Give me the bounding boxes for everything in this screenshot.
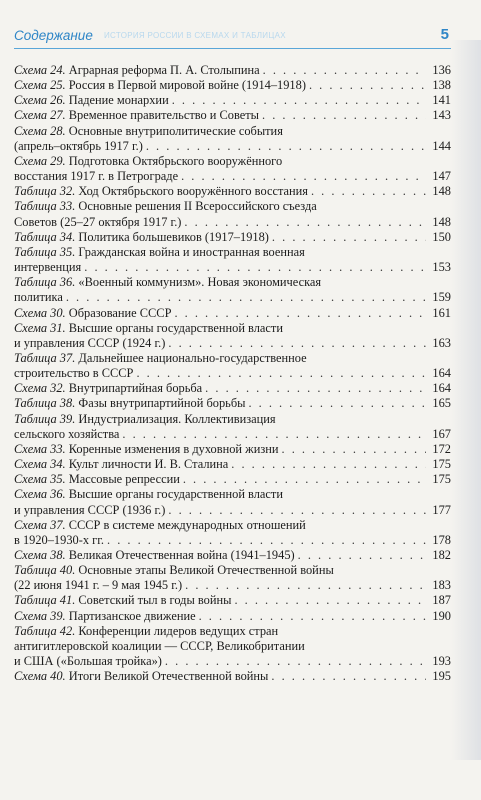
toc-entry-title: и управления СССР (1924 г.) [14, 335, 166, 350]
toc-entry[interactable] [14, 78, 451, 93]
toc-entry-line [14, 654, 451, 669]
toc-entry-text [14, 609, 196, 624]
toc-entry[interactable] [14, 472, 451, 487]
dot-leader [234, 593, 426, 608]
toc-entry-title: Падение монархии [68, 93, 169, 108]
toc-entry-title: политика [14, 290, 63, 305]
toc-entry-line [14, 63, 451, 78]
toc-entry-page: 182 [432, 548, 451, 562]
toc-entry-line [14, 139, 451, 154]
dot-leader [263, 63, 426, 78]
toc-entry-page: 175 [432, 472, 451, 487]
toc-entry-title: Индустриализация. Коллективизация [78, 411, 276, 426]
toc-entry-kind: Таблица 34. [14, 229, 76, 244]
toc-entry-text [14, 563, 334, 578]
toc-entry-text [14, 669, 268, 684]
toc-entry-text [14, 108, 259, 123]
toc-entry-kind: Схема 28. [14, 123, 66, 138]
toc-entry-line [14, 503, 451, 518]
toc-entry-text [14, 275, 321, 290]
toc-entry-kind: Схема 32. [14, 381, 66, 396]
toc-entry-kind: Схема 35. [14, 472, 66, 487]
toc-entry[interactable] [14, 548, 451, 563]
toc-entry-line [14, 457, 451, 472]
toc-entry[interactable] [14, 457, 451, 472]
toc-entry-title: «Военный коммунизм». Новая экономическая [78, 275, 322, 290]
toc-entry-kind: Схема 38. [14, 548, 66, 562]
dot-leader [122, 427, 426, 442]
toc-entry[interactable] [14, 412, 451, 442]
toc-entry-title: Россия в Первой мировой войне (1914–1918) [68, 78, 306, 93]
toc-entry-title: Основные решения II Всероссийского съезда [78, 199, 317, 214]
toc-entry-line [14, 215, 451, 230]
toc-entry-page: 163 [432, 335, 451, 350]
toc-entry-line [14, 518, 451, 533]
toc-entry-text [14, 124, 283, 139]
toc-entry-title: Высшие органы государственной власти [68, 487, 283, 502]
toc-entry-kind: Таблица 37. [14, 350, 76, 365]
toc-entry-page: 167 [432, 426, 451, 441]
toc-entry-text [14, 290, 63, 305]
toc-entry-page: 195 [432, 669, 451, 684]
toc-entry-text [14, 230, 269, 245]
toc-entry-title: антигитлеровской коалиции — СССР, Великобритании [14, 638, 305, 653]
toc-entry-kind: Таблица 39. [14, 411, 76, 426]
dot-leader [311, 184, 426, 199]
dot-leader [136, 366, 426, 381]
dot-leader [107, 533, 426, 548]
toc-entry-text [14, 487, 283, 502]
toc-entry-kind: Таблица 40. [14, 563, 76, 578]
toc-entry-text [14, 351, 307, 366]
toc-entry-kind: Таблица 42. [14, 623, 76, 638]
toc-entry-title: Фазы внутрипартийной борьбы [78, 396, 246, 411]
toc-entry-line [14, 412, 451, 427]
toc-entry-page: 165 [432, 396, 451, 411]
toc-entry-kind: Схема 25. [14, 78, 66, 93]
toc-entry[interactable] [14, 351, 451, 381]
toc-entry-text [14, 639, 305, 654]
toc-entry[interactable] [14, 487, 451, 517]
dot-leader [146, 139, 426, 154]
page-header [14, 28, 451, 49]
toc-entry-text [14, 381, 202, 396]
toc-entry[interactable] [14, 245, 451, 275]
toc-entry-kind: Схема 30. [14, 305, 66, 320]
toc-entry-line [14, 290, 451, 305]
toc-entry-title: в 1920–1930-х гг. [14, 532, 104, 547]
toc-entry-line [14, 487, 451, 502]
toc-entry[interactable] [14, 184, 451, 199]
toc-entry-line [14, 124, 451, 139]
toc-entry-line [14, 336, 451, 351]
toc-entry-line [14, 396, 451, 411]
toc-entry-line [14, 533, 451, 548]
dot-leader [298, 548, 426, 563]
toc-entry-title: Дальнейшее национально-государственное [78, 350, 307, 365]
dot-leader [231, 457, 426, 472]
toc-entry-line [14, 442, 451, 457]
section-title: Содержание [14, 28, 93, 43]
toc-entry-page: 183 [432, 578, 451, 593]
toc-entry-page: 148 [432, 184, 451, 199]
toc-entry-text [14, 154, 282, 169]
toc-entry-line [14, 169, 451, 184]
toc-entry-kind: Схема 36. [14, 487, 66, 502]
dot-leader [66, 290, 426, 305]
toc-entry-title: Итоги Великой Отечественной войны [68, 669, 269, 684]
toc-entry-text [14, 533, 104, 548]
toc-entry-page: 147 [432, 169, 451, 184]
dot-leader [165, 654, 426, 669]
toc-entry-kind: Таблица 32. [14, 184, 76, 199]
toc-entry-kind: Схема 33. [14, 441, 66, 456]
toc-entry-line [14, 260, 451, 275]
toc-entry-text [14, 306, 171, 321]
toc-entry-line [14, 108, 451, 123]
dot-leader [199, 609, 426, 624]
toc-entry-title: строительство в СССР [14, 366, 134, 381]
dot-leader [309, 78, 426, 93]
toc-entry-kind: Схема 34. [14, 457, 66, 472]
toc-entry-kind: Таблица 41. [14, 593, 76, 608]
dot-leader [183, 472, 426, 487]
toc-entry-text [14, 396, 245, 411]
toc-entry-text [14, 457, 228, 472]
page-number: 5 [440, 26, 449, 43]
toc-entry-line [14, 639, 451, 654]
toc-entry[interactable] [14, 593, 451, 608]
toc-entry[interactable] [14, 63, 451, 78]
dot-leader [184, 215, 426, 230]
toc-entry-line [14, 548, 451, 563]
toc-entry-title: и управления СССР (1936 г.) [14, 502, 166, 517]
toc-entry-kind: Схема 40. [14, 669, 66, 684]
facing-page-edge [451, 40, 481, 760]
toc-entry-page: 148 [432, 214, 451, 229]
toc-entry-page: 144 [432, 138, 451, 153]
toc-entry-line [14, 306, 451, 321]
toc-entry-text [14, 548, 295, 563]
dot-leader [272, 230, 426, 245]
toc-entry[interactable] [14, 306, 451, 321]
toc-entry-text [14, 427, 119, 442]
dot-leader [172, 93, 426, 108]
dot-leader [185, 578, 426, 593]
toc-entry-kind: Схема 27. [14, 108, 66, 123]
running-title: ИСТОРИЯ РОССИИ В СХЕМАХ И ТАБЛИЦАХ [104, 31, 286, 40]
toc-entry-line [14, 275, 451, 290]
dot-leader [168, 503, 426, 518]
toc-entry-title: Гражданская война и иностранная военная [78, 244, 305, 259]
toc-entry-line [14, 245, 451, 260]
toc-entry-page: 175 [432, 457, 451, 472]
toc-entry-line [14, 381, 451, 396]
dot-leader [271, 669, 426, 684]
toc-entry[interactable] [14, 669, 451, 684]
toc-entry[interactable] [14, 381, 451, 396]
toc-entry-page: 159 [432, 290, 451, 305]
toc-entry-text [14, 578, 182, 593]
toc-entry[interactable] [14, 124, 451, 154]
toc-entry[interactable] [14, 154, 451, 184]
toc-entry-text [14, 63, 260, 78]
toc-entry-text [14, 593, 231, 608]
toc-entry-page: 143 [432, 108, 451, 123]
toc-entry-title: сельского хозяйства [14, 426, 120, 441]
toc-entry-text [14, 518, 306, 533]
toc-entry-line [14, 154, 451, 169]
dot-leader [262, 108, 426, 123]
toc-entry[interactable] [14, 518, 451, 548]
toc-entry-line [14, 93, 451, 108]
toc-entry[interactable] [14, 321, 451, 351]
toc-entry-title: восстания 1917 г. в Петрограде [14, 169, 179, 184]
toc-entry-title: (22 июня 1941 г. – 9 мая 1945 г.) [14, 578, 183, 593]
toc-entry-line [14, 351, 451, 366]
toc-entry-title: Основные внутриполитические события [68, 123, 283, 138]
toc-entry-page: 164 [432, 381, 451, 396]
toc-entry-kind: Схема 29. [14, 153, 66, 168]
toc-entry-text [14, 624, 278, 639]
toc-entry-page: 193 [432, 654, 451, 669]
toc-entry-page: 172 [432, 441, 451, 456]
toc-entry-page: 136 [432, 63, 451, 77]
toc-entry-kind: Таблица 36. [14, 275, 76, 290]
toc-entry-kind: Схема 31. [14, 320, 66, 335]
toc-entry-page: 153 [432, 260, 451, 275]
toc-entry-kind: Схема 26. [14, 93, 66, 108]
toc-entry-page: 161 [432, 305, 451, 320]
toc-entry-title: Советский тыл в годы войны [78, 593, 232, 608]
toc-entry-text [14, 442, 279, 457]
toc-entry-title: Советов (25–27 октября 1917 г.) [14, 214, 182, 229]
toc-entry-title: Внутрипартийная борьба [68, 381, 203, 396]
toc-entry-text [14, 93, 169, 108]
table-of-contents [14, 63, 451, 684]
dot-leader [181, 169, 426, 184]
toc-entry-title: Великая Отечественная война (1941–1945) [68, 548, 295, 562]
toc-entry-title: Конференции лидеров ведущих стран [78, 623, 279, 638]
toc-entry-page: 178 [432, 532, 451, 547]
toc-entry-kind: Таблица 35. [14, 244, 76, 259]
toc-entry-line [14, 609, 451, 624]
toc-entry-title: Политика большевиков (1917–1918) [78, 229, 269, 244]
toc-entry-page: 164 [432, 366, 451, 381]
toc-entry[interactable] [14, 609, 451, 624]
toc-entry-text [14, 654, 162, 669]
toc-entry-text [14, 366, 133, 381]
toc-entry-text [14, 199, 317, 214]
toc-entry-page: 187 [432, 593, 451, 608]
toc-entry-line [14, 669, 451, 684]
toc-entry-line [14, 578, 451, 593]
toc-entry-kind: Схема 24. [14, 63, 66, 77]
toc-entry[interactable] [14, 108, 451, 123]
dot-leader [248, 396, 426, 411]
toc-entry[interactable] [14, 442, 451, 457]
toc-entry-text [14, 184, 308, 199]
toc-entry-kind: Схема 37. [14, 517, 66, 532]
toc-entry-line [14, 230, 451, 245]
toc-entry-line [14, 321, 451, 336]
toc-entry-title: Массовые репрессии [68, 472, 180, 487]
toc-entry-line [14, 366, 451, 381]
toc-entry-title: Высшие органы государственной власти [68, 320, 283, 335]
toc-entry-text [14, 472, 180, 487]
toc-entry-title: Основные этапы Великой Отечественной войны [78, 563, 334, 578]
toc-entry-text [14, 78, 306, 93]
dot-leader [205, 381, 426, 396]
toc-entry-text [14, 260, 81, 275]
toc-entry-line [14, 563, 451, 578]
toc-entry-title: Культ личности И. В. Сталина [68, 457, 229, 472]
toc-entry-title: (апрель–октябрь 1917 г.) [14, 138, 143, 153]
toc-entry-title: Ход Октябрьского вооружённого восстания [78, 184, 308, 199]
toc-entry[interactable] [14, 563, 451, 593]
toc-entry-text [14, 412, 276, 427]
toc-entry-text [14, 245, 305, 260]
dot-leader [84, 260, 426, 275]
toc-entry-title: Образование СССР [68, 305, 172, 320]
toc-entry[interactable] [14, 199, 451, 229]
dot-leader [174, 306, 426, 321]
toc-entry-title: Временное правительство и Советы [68, 108, 260, 123]
toc-entry[interactable] [14, 624, 451, 669]
dot-leader [168, 336, 426, 351]
toc-entry[interactable] [14, 230, 451, 245]
toc-entry-kind: Таблица 38. [14, 396, 76, 411]
toc-entry-title: СССР в системе международных отношений [68, 517, 306, 532]
toc-entry-title: Коренные изменения в духовной жизни [68, 441, 279, 456]
toc-entry-line [14, 472, 451, 487]
toc-entry-page: 177 [432, 502, 451, 517]
toc-entry-page: 141 [432, 93, 451, 108]
toc-entry-page: 138 [432, 78, 451, 93]
toc-entry-text [14, 215, 181, 230]
toc-entry-line [14, 199, 451, 214]
toc-entry-line [14, 78, 451, 93]
toc-entry-line [14, 184, 451, 199]
toc-entry-text [14, 169, 178, 184]
toc-entry-text [14, 321, 283, 336]
toc-entry-title: и США («Большая тройка») [14, 654, 162, 669]
toc-entry-title: Аграрная реформа П. А. Столыпина [68, 63, 260, 77]
toc-entry-text [14, 139, 143, 154]
toc-entry[interactable] [14, 93, 451, 108]
toc-entry-line [14, 427, 451, 442]
toc-entry-title: интервенция [14, 260, 82, 275]
toc-entry-page: 150 [432, 229, 451, 244]
toc-entry-text [14, 503, 165, 518]
toc-entry-text [14, 336, 165, 351]
toc-entry[interactable] [14, 275, 451, 305]
toc-entry-line [14, 624, 451, 639]
toc-entry-page: 190 [432, 608, 451, 623]
toc-entry-kind: Схема 39. [14, 608, 66, 623]
dot-leader [282, 442, 427, 457]
toc-entry-title: Подготовка Октябрьского вооружённого [68, 153, 283, 168]
toc-entry-title: Партизанское движение [68, 608, 196, 623]
toc-entry-line [14, 593, 451, 608]
toc-entry-kind: Таблица 33. [14, 199, 76, 214]
toc-entry[interactable] [14, 396, 451, 411]
